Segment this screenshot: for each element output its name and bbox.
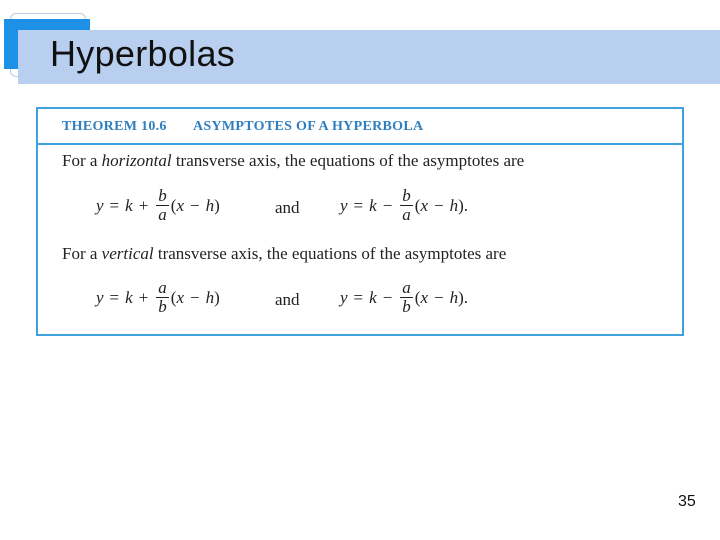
theorem-box xyxy=(36,107,684,336)
fraction-numerator: b xyxy=(158,186,167,205)
eq-minus: − xyxy=(190,287,200,307)
eq-minus: − xyxy=(434,195,444,215)
fraction-numerator: a xyxy=(158,278,167,297)
eq-h: h xyxy=(205,195,215,215)
eq-k: k xyxy=(125,287,133,307)
horizontal-asymptote-1 xyxy=(96,187,220,224)
statement-suffix: transverse axis, the equations of the asymptotes are xyxy=(153,244,507,263)
eq-minus: − xyxy=(382,287,393,307)
eq-h: h xyxy=(449,195,459,215)
eq-h: h xyxy=(449,287,459,307)
fraction-denominator: b xyxy=(158,297,167,316)
and-connector: and xyxy=(275,290,300,309)
page-number: 35 xyxy=(678,493,696,510)
eq-k: k xyxy=(125,195,133,215)
theorem-name: ASYMPTOTES OF A HYPERBOLA xyxy=(193,119,424,134)
eq-k: k xyxy=(369,195,377,215)
eq-y: y xyxy=(96,287,104,307)
horizontal-asymptote-2 xyxy=(340,187,468,224)
fraction-numerator: b xyxy=(402,186,411,205)
fraction-denominator: b xyxy=(402,297,411,316)
eq-k: k xyxy=(369,287,377,307)
eq-h: h xyxy=(205,287,215,307)
eq-minus: − xyxy=(190,195,200,215)
eq-paren-close-period: ). xyxy=(458,287,469,307)
eq-paren-close-period: ). xyxy=(458,195,469,215)
eq-x: x xyxy=(420,195,428,215)
statement-prefix: For a xyxy=(62,151,102,170)
theorem-header xyxy=(38,109,682,145)
fraction-denominator: a xyxy=(402,205,411,224)
eq-paren-close: ) xyxy=(214,195,220,215)
statement-suffix: transverse axis, the equations of the asymptotes are xyxy=(171,151,525,170)
eq-plus: + xyxy=(138,195,149,215)
eq-x: x xyxy=(420,287,428,307)
eq-y: y xyxy=(340,287,348,307)
eq-equals: = xyxy=(353,195,364,215)
eq-minus: − xyxy=(434,287,444,307)
fraction xyxy=(156,187,169,224)
eq-equals: = xyxy=(109,195,120,215)
fraction-denominator: a xyxy=(158,205,167,224)
eq-x: x xyxy=(176,287,184,307)
eq-equals: = xyxy=(353,287,364,307)
fraction xyxy=(400,279,413,316)
slide-title: Hyperbolas xyxy=(50,33,236,74)
vertical-asymptote-1 xyxy=(96,279,220,316)
eq-x: x xyxy=(176,195,184,215)
horizontal-axis-statement xyxy=(62,151,524,171)
eq-paren-open: ( xyxy=(414,287,421,307)
eq-equals: = xyxy=(109,287,120,307)
statement-emphasis: vertical xyxy=(101,244,154,263)
statement-emphasis: horizontal xyxy=(101,151,172,170)
fraction xyxy=(156,279,169,316)
eq-paren-open: ( xyxy=(170,287,177,307)
statement-prefix: For a xyxy=(62,244,102,263)
eq-paren-open: ( xyxy=(170,195,177,215)
eq-minus: − xyxy=(382,195,393,215)
eq-paren-open: ( xyxy=(414,195,421,215)
fraction-numerator: a xyxy=(402,278,411,297)
fraction xyxy=(400,187,413,224)
and-connector: and xyxy=(275,198,300,217)
eq-paren-close: ) xyxy=(214,287,220,307)
eq-plus: + xyxy=(138,287,149,307)
eq-y: y xyxy=(340,195,348,215)
eq-y: y xyxy=(96,195,104,215)
vertical-axis-statement xyxy=(62,244,506,264)
vertical-asymptote-2 xyxy=(340,279,468,316)
theorem-number: THEOREM 10.6 xyxy=(62,119,167,134)
